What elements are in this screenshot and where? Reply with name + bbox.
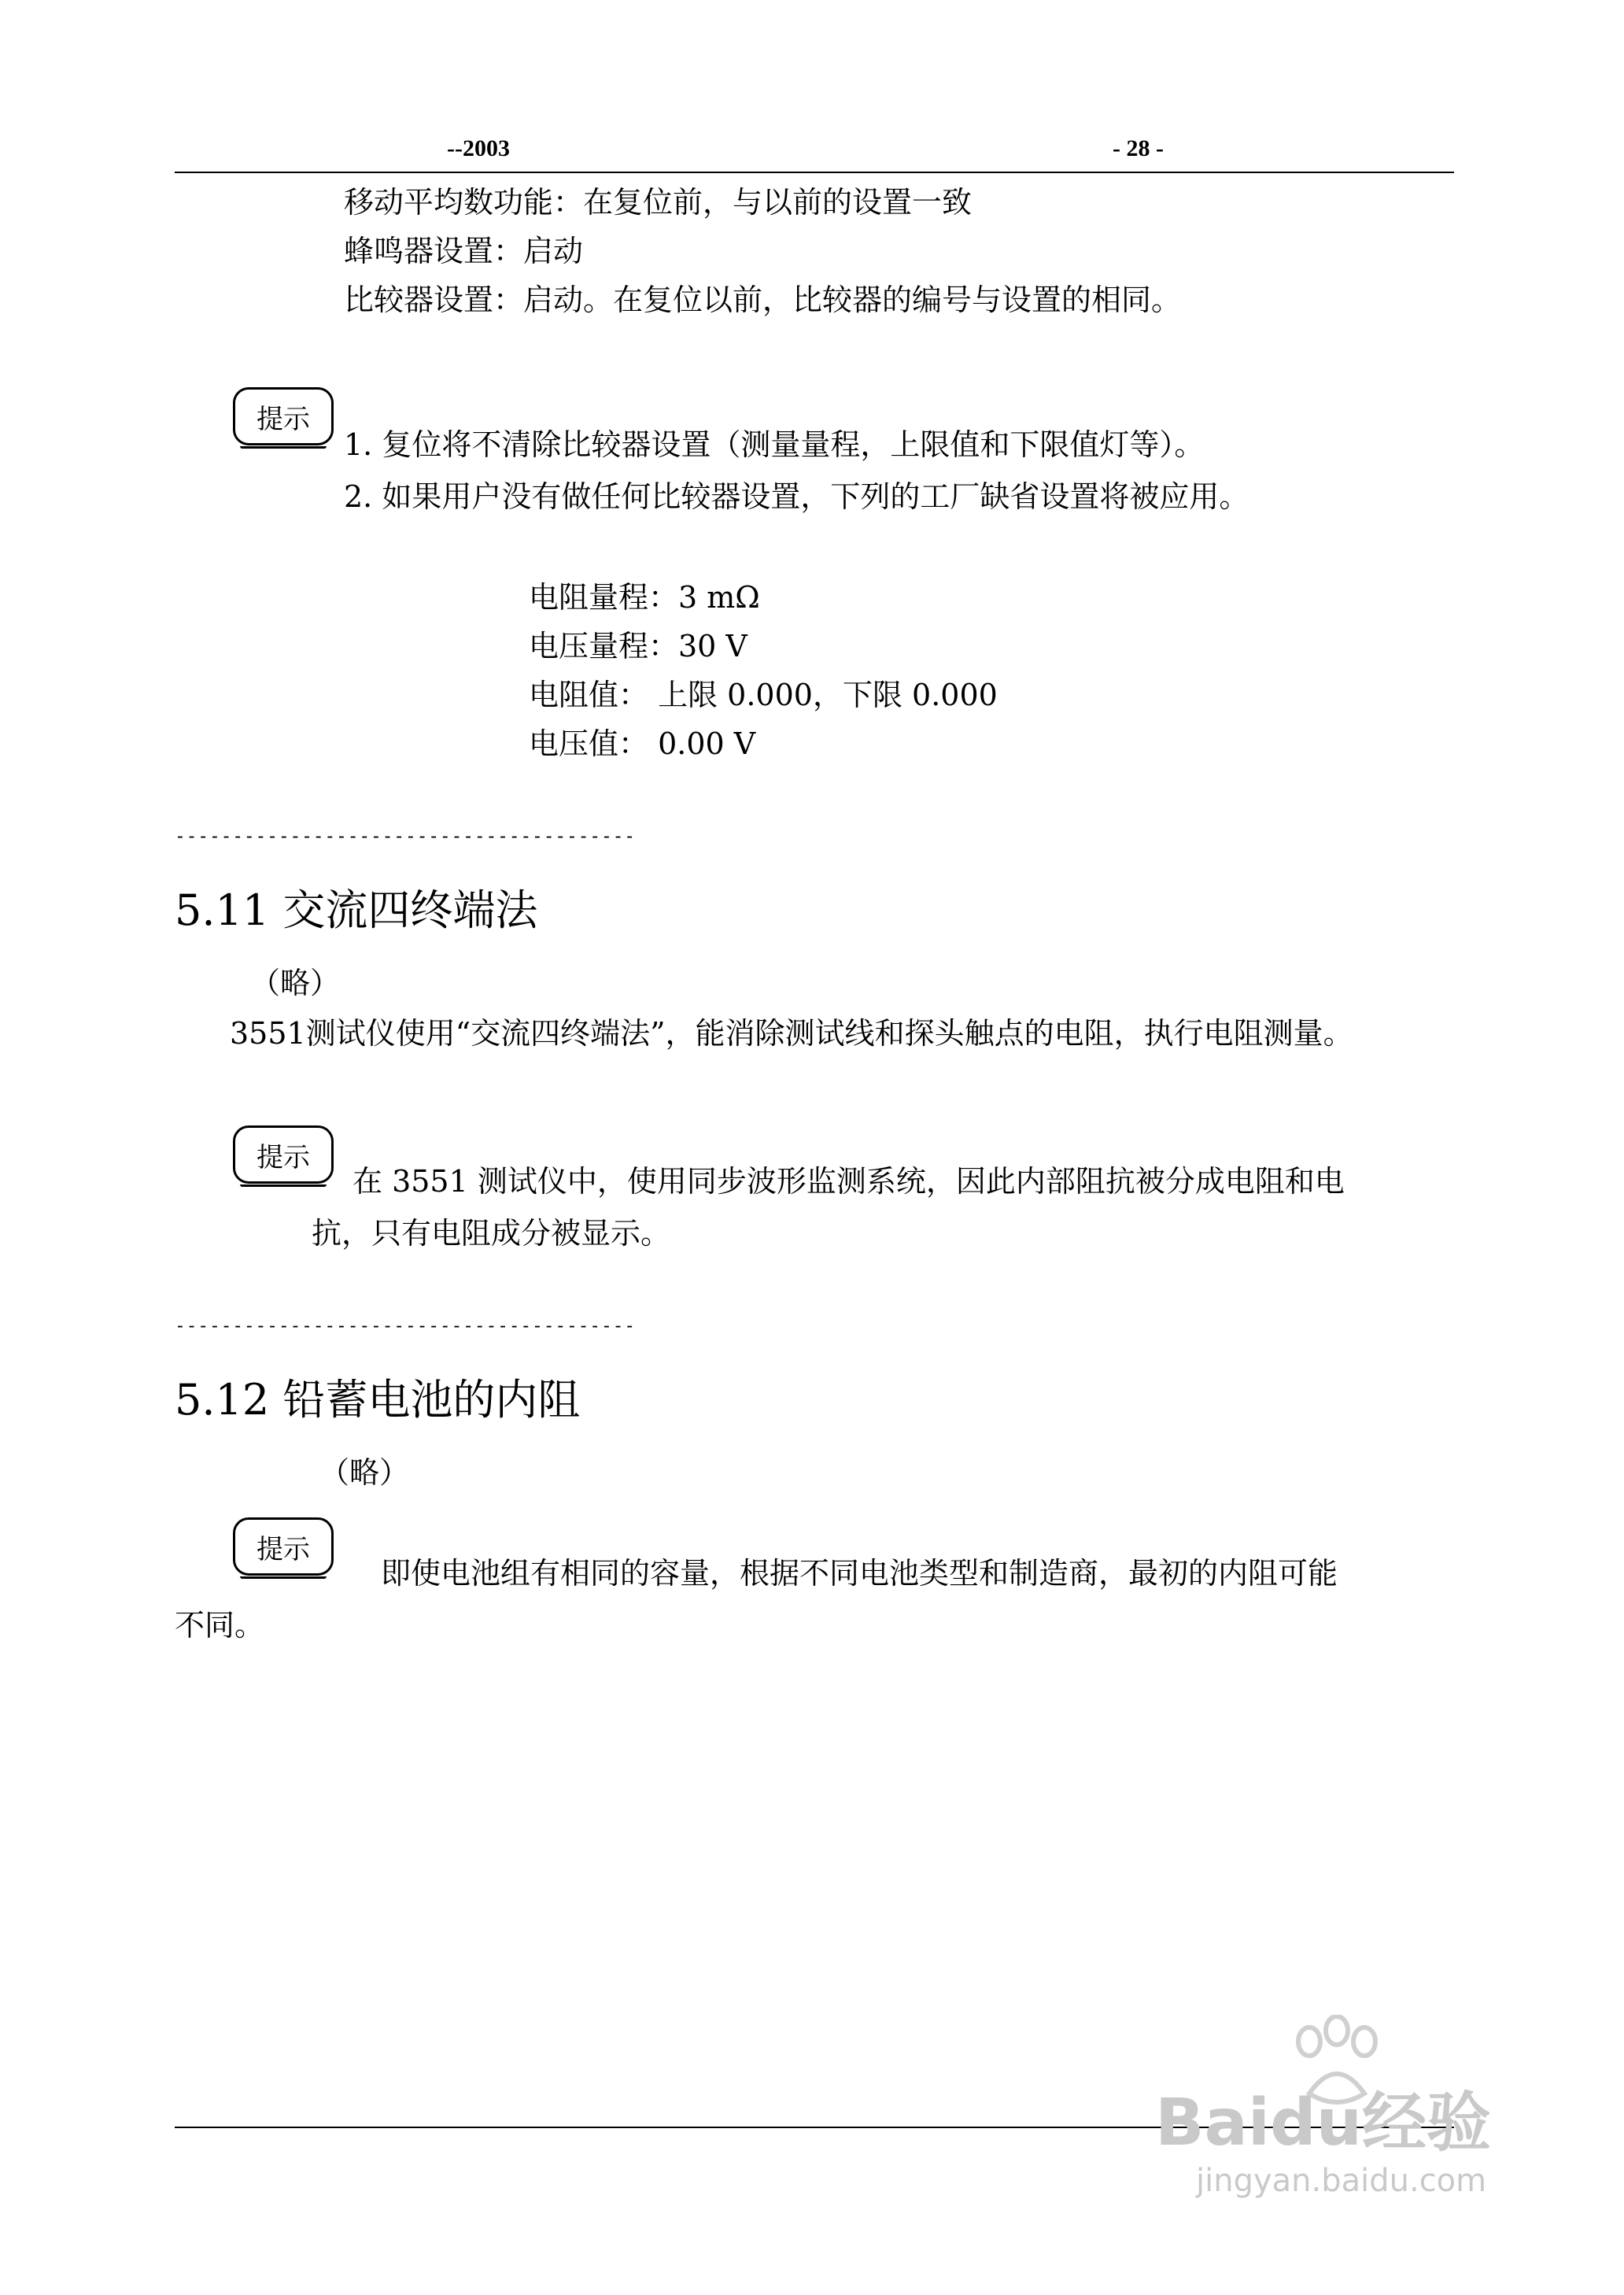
section-512-note: （略） — [319, 1455, 410, 1490]
section-511-body: 3551测试仪使用“交流四终端法”，能消除测试线和探头触点的电阻，执行电阻测量。 — [230, 1016, 1353, 1051]
setting-comparator: 比较器设置：启动。在复位以前，比较器的编号与设置的相同。 — [344, 283, 1182, 317]
tip1-line1: 1. 复位将不清除比较器设置（测量量程，上限值和下限值灯等）。 — [344, 427, 1205, 462]
tip1-line2: 2. 如果用户没有做任何比较器设置，下列的工厂缺省设置将被应用。 — [344, 479, 1249, 514]
tip-badge — [233, 1125, 334, 1184]
section-511-tip-line2: 抗，只有电阻成分被显示。 — [312, 1216, 671, 1251]
page-number: - 28 - — [1113, 135, 1164, 161]
tip-badge — [233, 387, 334, 445]
section-512-tip-line1: 即使电池组有相同的容量，根据不同电池类型和制造商，最初的内阻可能 — [381, 1556, 1338, 1591]
watermark-brand: Baidu经验 — [1155, 2086, 1492, 2160]
setting-beeper: 蜂鸣器设置：启动 — [344, 234, 584, 268]
default-resistance-value: 电阻值： 上限 0.000，下限 0.000 — [529, 678, 998, 712]
tip-label: 提示 — [257, 403, 310, 435]
default-voltage-value: 电压值： 0.00 V — [529, 726, 756, 761]
header-year: --2003 — [447, 135, 510, 161]
separator: ---------------------------------------- — [175, 826, 636, 847]
tip-label: 提示 — [257, 1141, 310, 1173]
section-512-title: 5.12 铅蓄电池的内阻 — [175, 1375, 581, 1425]
section-511-title: 5.11 交流四终端法 — [175, 885, 538, 935]
section-511-note: （略） — [250, 966, 341, 1000]
section-511-tip-line1: 在 3551 测试仪中，使用同步波形监测系统，因此内部阻抗被分成电阻和电 — [352, 1164, 1345, 1199]
watermark-url: jingyan.baidu.com — [1196, 2163, 1487, 2199]
section-512-tip-line2: 不同。 — [175, 1608, 265, 1643]
default-resistance-range: 电阻量程：3 mΩ — [529, 580, 760, 615]
separator: ---------------------------------------- — [175, 1316, 636, 1336]
tip-label: 提示 — [257, 1533, 310, 1565]
tip-badge — [233, 1517, 334, 1576]
header-rule — [175, 172, 1454, 173]
setting-moving-average: 移动平均数功能：在复位前，与以前的设置一致 — [344, 185, 973, 220]
default-voltage-range: 电压量程：30 V — [529, 629, 747, 663]
